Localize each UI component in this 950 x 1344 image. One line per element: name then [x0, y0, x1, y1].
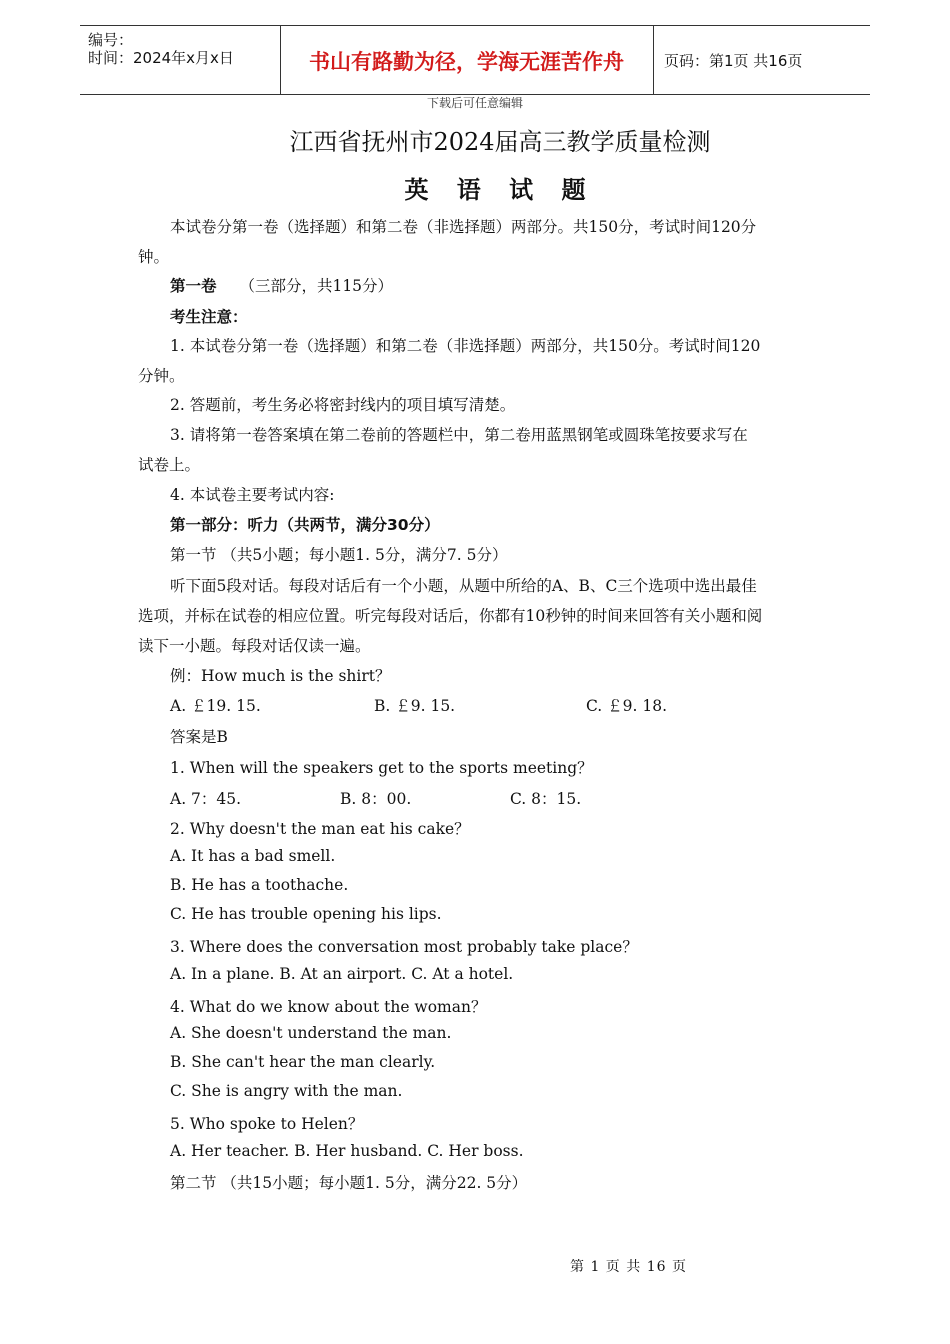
question-1: 1. When will the speakers get to the sports meeting？ — [170, 759, 593, 777]
example-option-b: B. ￡9. 15. — [374, 697, 456, 715]
volume-one-label: 第一卷 — [170, 277, 217, 295]
question-5-options: A. Her teacher. B. Her husband. C. Her boss. — [170, 1142, 524, 1160]
motto-text: 书山有路勤为径，学海无涯苦作舟 — [309, 50, 624, 74]
notice-title: 考生注意： — [170, 308, 248, 326]
question-2-option-c: C. He has trouble opening his lips. — [170, 905, 442, 923]
question-4: 4. What do we know about the woman？ — [170, 998, 487, 1016]
instructions-line-1: 听下面5段对话。每段对话后有一个小题，从题中所给的A、B、C三个选项中选出最佳 — [170, 577, 757, 595]
notice-4: 4. 本试卷主要考试内容: — [170, 486, 335, 504]
example-option-a: A. ￡19. 15. — [170, 697, 261, 715]
notice-3a: 3. 请将第一卷答案填在第二卷前的答题栏中，第二卷用蓝黑钢笔或圆珠笔按要求写在 — [170, 426, 748, 444]
question-4-option-a: A. She doesn't understand the man. — [170, 1024, 452, 1042]
example-question: 例：How much is the shirt？ — [170, 667, 391, 685]
question-1-option-c: C. 8：15. — [510, 790, 582, 808]
instructions-line-2: 选项，并标在试卷的相应位置。听完每段对话后，你都有10秒钟的时间来回答有关小题和阅 — [138, 607, 763, 625]
page-header — [80, 25, 870, 95]
volume-one-heading — [170, 274, 393, 296]
section-one-heading: 第一节 （共5小题；每小题1. 5分，满分7. 5分） — [170, 546, 508, 564]
edit-note: 下载后可任意编辑 — [426, 96, 523, 110]
time-label: 时间：2024年x月x日 — [88, 49, 234, 67]
number-label: 编号： — [88, 31, 134, 49]
notice-1b: 分钟。 — [138, 367, 185, 385]
notice-3b: 试卷上。 — [138, 456, 201, 474]
example-option-c: C. ￡9. 18. — [586, 697, 668, 715]
notice-1a: 1. 本试卷分第一卷（选择题）和第二卷（非选择题）两部分，共150分。考试时间120 — [170, 337, 761, 355]
question-5: 5. Who spoke to Helen？ — [170, 1115, 364, 1133]
question-1-option-a: A. 7：45. — [170, 790, 242, 808]
section-two-heading: 第二节 （共15小题；每小题1. 5分，满分22. 5分） — [170, 1174, 528, 1192]
question-1-option-b: B. 8：00. — [340, 790, 412, 808]
header-middle-cell — [280, 26, 654, 94]
exam-subtitle: 英 语 试 题 — [404, 176, 596, 204]
instructions-line-3: 读下一小题。每段对话仅读一遍。 — [138, 637, 371, 655]
question-3-options: A. In a plane. B. At an airport. C. At a hotel. — [170, 965, 514, 983]
question-2-option-b: B. He has a toothache. — [170, 876, 349, 894]
example-answer: 答案是B — [170, 728, 228, 746]
notice-2: 2. 答题前，考生务必将密封线内的项目填写清楚。 — [170, 396, 516, 414]
intro-line-1: 本试卷分第一卷（选择题）和第二卷（非选择题）两部分。共150分，考试时间120分 — [170, 218, 757, 236]
header-right-cell — [654, 26, 870, 94]
question-2: 2. Why doesn't the man eat his cake？ — [170, 820, 470, 838]
intro-line-2: 钟。 — [138, 248, 170, 266]
question-4-option-c: C. She is angry with the man. — [170, 1082, 403, 1100]
page-footer: 第 1 页 共 16 页 — [570, 1259, 687, 1275]
volume-one-detail: （三部分，共115分） — [239, 277, 394, 295]
part-one-heading: 第一部分：听力（共两节，满分30分） — [170, 516, 440, 534]
page-info: 页码：第1页 共16页 — [664, 52, 803, 70]
question-4-option-b: B. She can't hear the man clearly. — [170, 1053, 436, 1071]
header-left-cell — [80, 26, 281, 94]
question-3: 3. Where does the conversation most probably take place？ — [170, 938, 638, 956]
exam-title: 江西省抚州市2024届高三教学质量检测 — [289, 128, 711, 156]
question-2-option-a: A. It has a bad smell. — [170, 847, 336, 865]
